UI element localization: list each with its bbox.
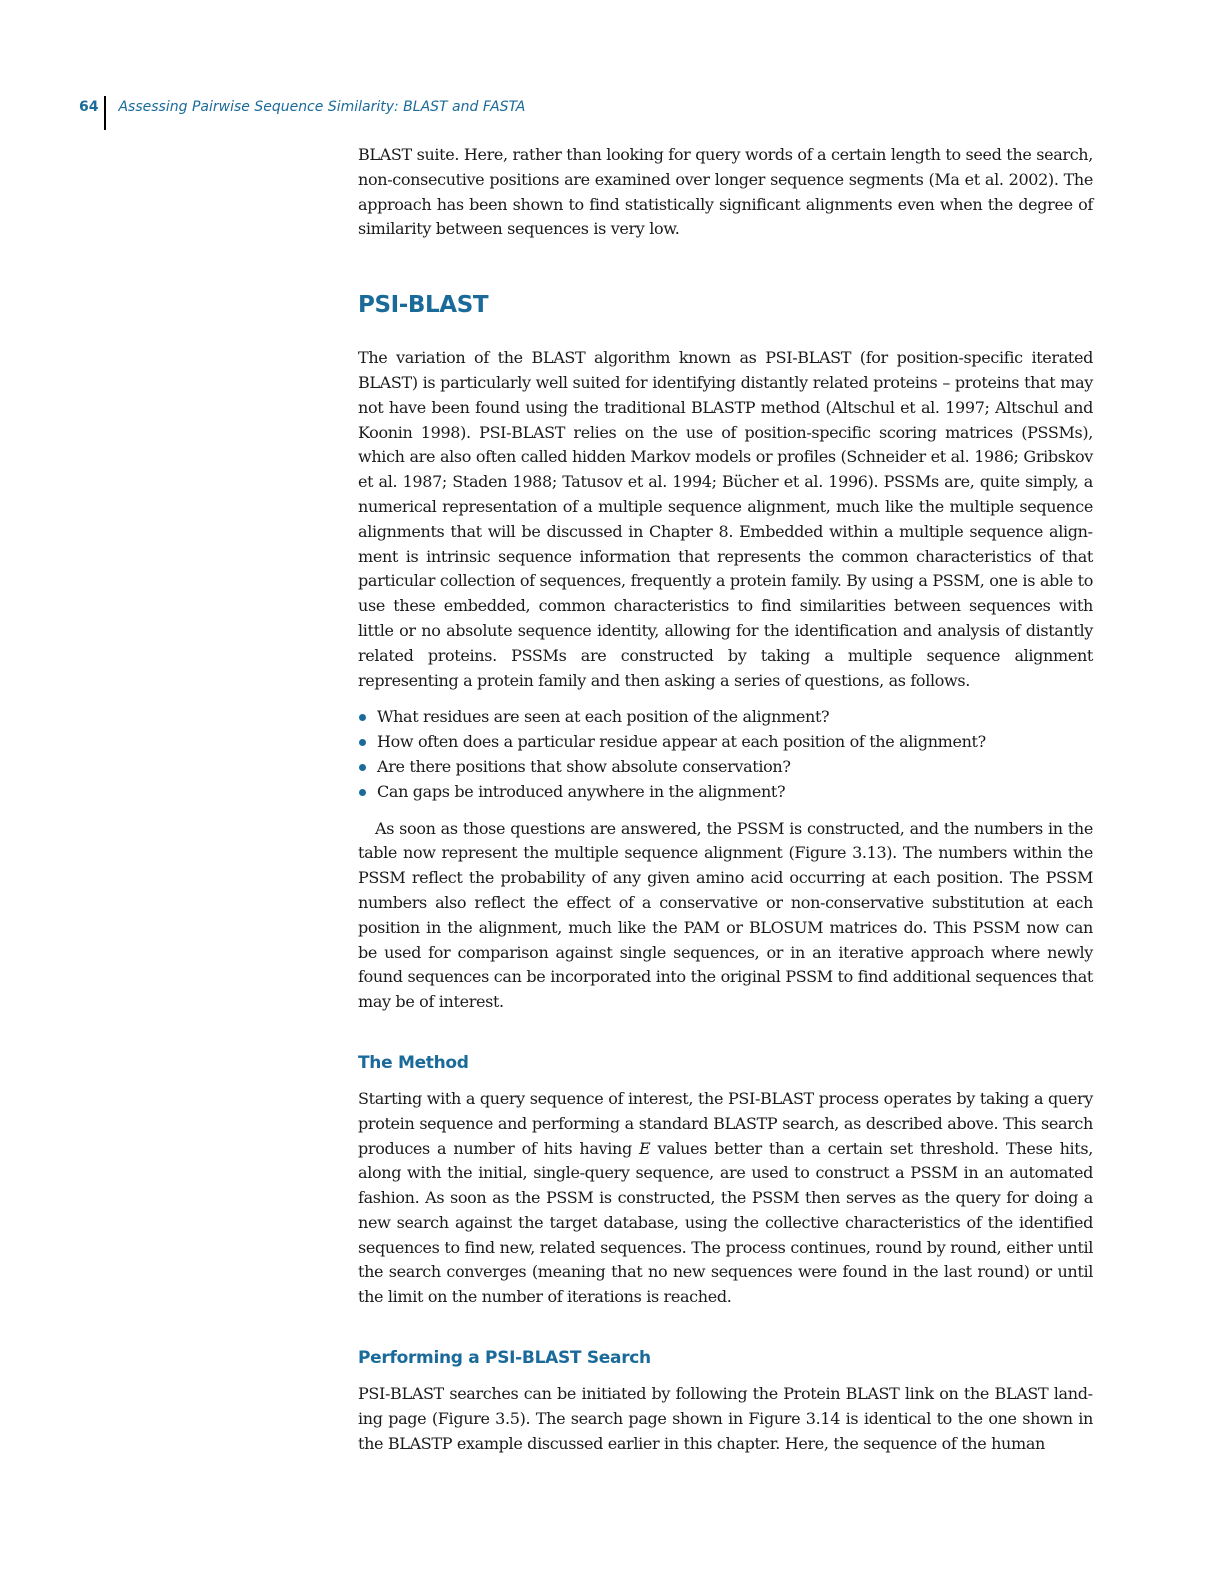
header-divider <box>104 96 106 130</box>
list-item <box>358 755 1093 780</box>
paragraph-psi-blast: The variation of the BLAST algorithm known as PSI-BLAST (for position-specific iterated BLAST) is particularly well suited for identifying distantly related proteins – proteins that may not have been found using the traditional BLASTP method (Altschul et al. 1997; Altschul and Koonin 1998). PSI-BLAST relies on the use of position-specific scoring matrices (PSSMs), which are also often called hidden Markov models or profiles (Schneider et al. 1986; Gribskov et al. 1987; Staden 1988; Tatusov et al. 1994; Bücher et al. 1996). PSSMs are, quite simply, a numerical representation of a multiple sequence alignment, much like the multiple sequence alignments that will be discussed in Chapter 8. Embedded within a multiple sequence alignment is intrinsic sequence information that represents the common characteristics of that particular collection of sequences, frequently a protein family. By using a PSSM, one is able to use these embedded, common characteristics to find similarities between sequences with little or no absolute sequence identity, allowing for the identification and analysis of distantly related proteins. PSSMs are constructed by taking a multiple sequence alignment representing a protein family and then asking a series of questions, as follows. <box>358 348 1093 690</box>
question-list <box>358 705 1093 804</box>
running-title: Assessing Pairwise Sequence Similarity: BLAST and FASTA <box>118 99 526 115</box>
paragraph-method <box>358 1087 1093 1310</box>
paragraph-performing-search: PSI-BLAST searches can be initiated by following the Protein BLAST link on the BLAST landing page (Figure 3.5). The search page shown in Figure 3.14 is identical to the one shown in the BLASTP example discussed earlier in this chapter. Here, the sequence of the human <box>358 1384 1093 1453</box>
method-text-end: values better than a certain set threshold. These hits, along with the initial, single-query sequence, are used to construct a PSSM in an automated fashion. As soon as the PSSM is constructed, the PSSM then serves as the query for doing a new search against the target database, using the collective characteristics of the identified sequences to find new, related sequences. The process continues, round by round, either until the search converges (meaning that no new sequences were found in the last round) or until the limit on the number of iterations is reached. <box>358 1138 1093 1307</box>
bullet-icon <box>359 739 366 746</box>
list-item <box>358 780 1093 805</box>
list-item-text: What residues are seen at each position of the alignment? <box>377 707 830 727</box>
list-item <box>358 705 1093 730</box>
subsection-heading-the-method: The Method <box>358 1052 469 1073</box>
method-text-start: Starting with a query sequence of interest, the PSI-BLAST process operates by taking a query protein sequence and performing a standard BLASTP search, as described above. This search produces a number of hits having <box>358 1088 1093 1158</box>
bullet-icon <box>359 764 366 771</box>
list-item <box>358 730 1093 755</box>
e-value-symbol: E <box>638 1138 651 1158</box>
page-body <box>358 143 1093 1456</box>
bullet-icon <box>359 789 366 796</box>
running-header <box>79 96 525 130</box>
list-item-text: How often does a particular residue appear at each position of the alignment? <box>377 732 986 752</box>
list-item-text: Can gaps be introduced anywhere in the alignment? <box>377 781 786 801</box>
subsection-heading-performing-search: Performing a PSI-BLAST Search <box>358 1348 651 1369</box>
list-item-text: Are there positions that show absolute conservation? <box>377 756 791 776</box>
page-number: 64 <box>79 99 99 115</box>
paragraph-intro: BLAST suite. Here, rather than looking for query words of a certain length to seed the search, non-consecutive positions are examined over longer sequence segments (Ma et al. 2002). The approach has been shown to find statistically significant alignments even when the degree of similarity between sequences is very low. <box>358 145 1093 239</box>
bullet-icon <box>359 714 366 721</box>
paragraph-pssm-constructed: As soon as those questions are answered, the PSSM is constructed, and the numbers in the table now represent the multiple sequence alignment (Figure 3.13). The numbers within the PSSM reflect the probability of any given amino acid occurring at each position. The PSSM numbers also reflect the effect of a conservative or non-conservative substitution at each position in the alignment, much like the PAM or BLOSUM matrices do. This PSSM now can be used for comparison against single sequences, or in an iterative approach where newly found sequences can be incorporated into the original PSSM to find additional sequences that may be of interest. <box>358 818 1093 1012</box>
section-heading-psi-blast: PSI-BLAST <box>358 292 489 319</box>
